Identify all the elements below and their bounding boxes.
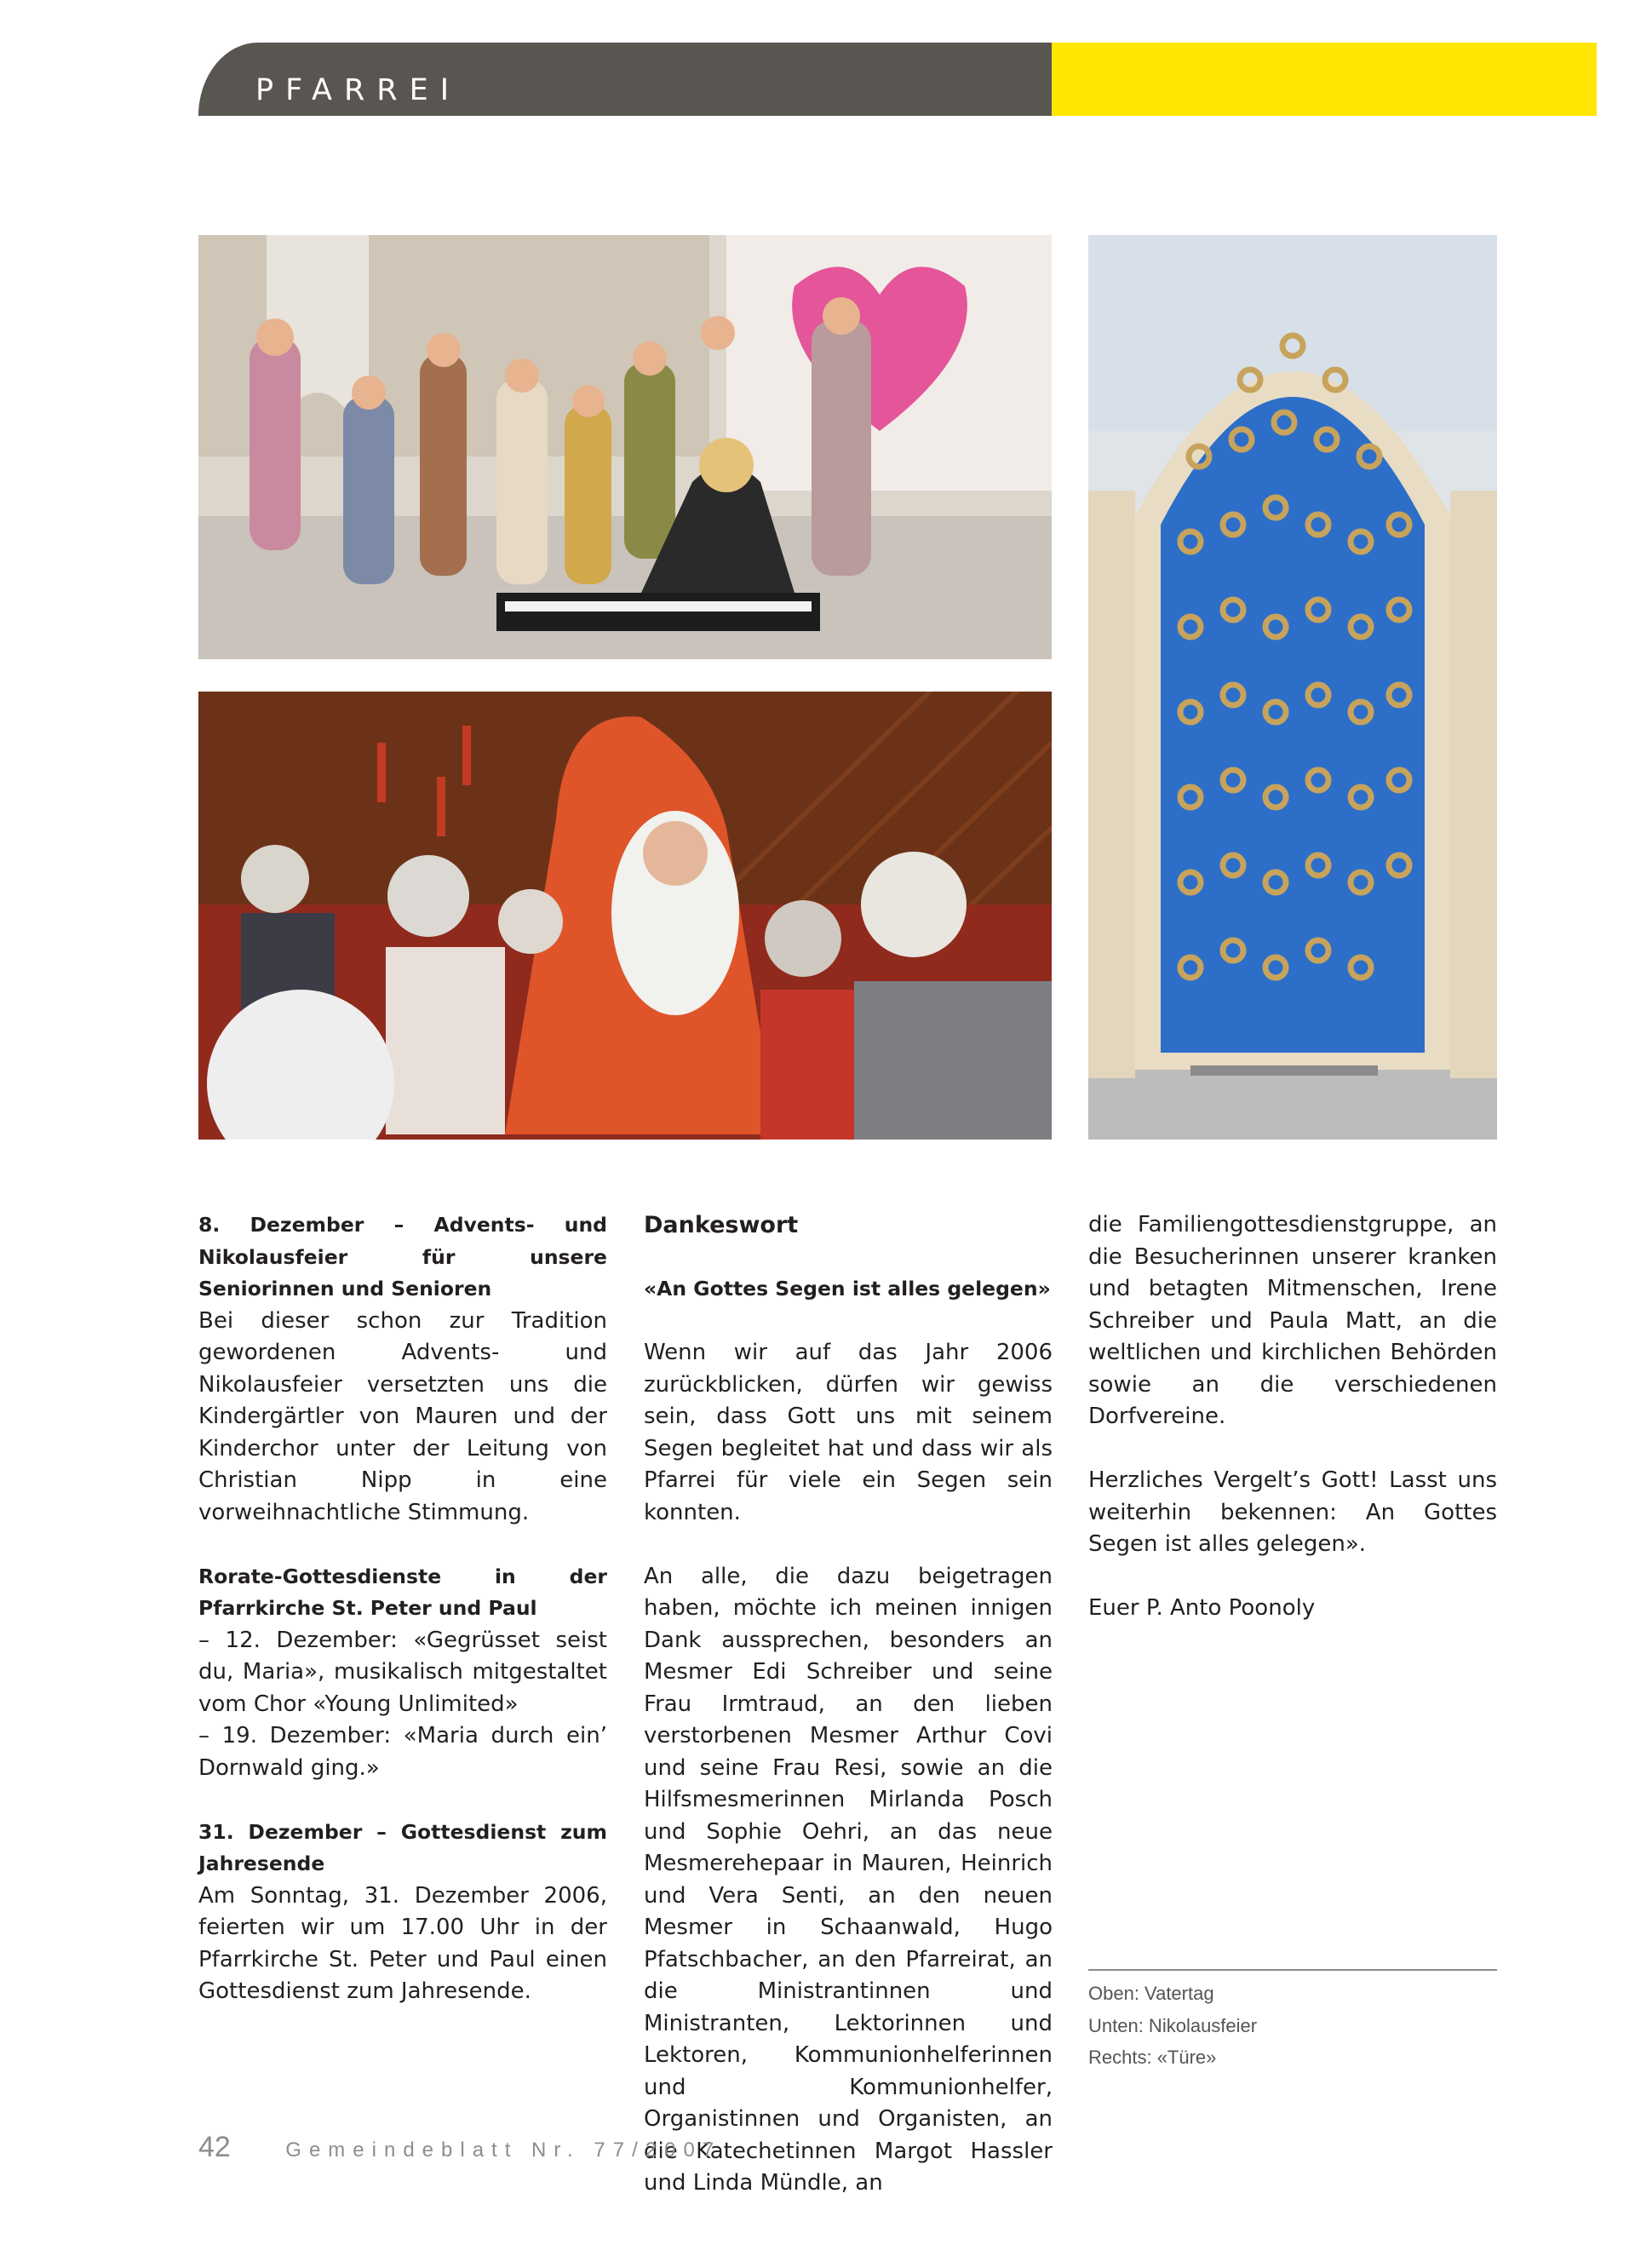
caption-divider <box>1088 1969 1497 1971</box>
caption-right: Rechts: «Türe» <box>1088 2047 1217 2068</box>
list-item-rorate-2: – 19. Dezember: «Maria durch ein’ Dornwald ging.» <box>198 1723 607 1781</box>
caption-bottom: Unten: Nikolausfeier <box>1088 2014 1258 2036</box>
paragraph-dank-fortsetzung: die Familiengottesdienstgruppe, an die Besucherinnen unserer kranken und betagten Mitmenschen, Irene Schreiber und Paula Matt, an die weltlichen und kirchlichen Behörden sowie an die verschiedenen Dorfvereine. <box>1088 1212 1497 1429</box>
page-number: 42 <box>198 2131 231 2163</box>
article-subtitle: «An Gottes Segen ist alles gelegen» <box>644 1277 1051 1301</box>
section-title: PFARREI <box>255 73 462 107</box>
paragraph-vergelts-gott: Herzliches Vergelt’s Gott! Lasst uns weiterhin bekennen: An Gottes Segen ist alles gelegen». <box>1088 1467 1497 1557</box>
caption-top: Oben: Vatertag <box>1088 1983 1214 2004</box>
paragraph-rueckblick: Wenn wir auf das Jahr 2006 zurückblicken, dürfen wir gewiss sein, dass Gott uns mit seinem Segen begleitet hat und dass wir als Pfarrei für viele ein Segen sein konnten. <box>644 1340 1053 1525</box>
photo-children-choir <box>198 235 1052 659</box>
text-column-2 <box>644 1209 1053 2200</box>
header-accent-bar <box>1052 43 1597 116</box>
signature: Euer P. Anto Poonoly <box>1088 1595 1316 1621</box>
heading-nikolausfeier: 8. Dezember – Advents- und Nikolausfeier für unsere Seniorinnen und Senioren <box>198 1213 607 1301</box>
text-column-3 <box>1088 1209 1497 1625</box>
text-column-1 <box>198 1209 607 2008</box>
paragraph-jahresende: Am Sonntag, 31. Dezember 2006, feierten wir um 17.00 Uhr in der Pfarrkirche St. Peter und Paul einen Gottesdienst zum Jahresende. <box>198 1882 607 2004</box>
magazine-issue: Gemeindeblatt Nr. 77/2007 <box>285 2139 722 2162</box>
photo-nikolausfeier <box>198 692 1052 1140</box>
paragraph-dank: An alle, die dazu beigetragen haben, möchte ich meinen innigen Dank aussprechen, besonders an Mesmer Edi Schreiber und seine Frau Irmtraud, an den lieben verstorbenen Mesmer Arthur Covi und seine Frau Resi, sowie an die Hilfsmesmerinnen Mirlanda Posch und Sophie Oehri, an das neue Mesmerehepaar in Mauren, Heinrich und Vera Senti, an den neuen Mesmer in Schaanwald, Hugo Pfatschbacher, an den Pfarreirat, an die Ministrantinnen und Ministranten, Lektorinnen und Lektoren, Kommunionhelferinnen und Kommunionhelfer, Organistinnen und Organisten, an die Katechetinnen Margot Hassler und Linda Mündle, an <box>644 1563 1053 2196</box>
list-item-rorate-1: – 12. Dezember: «Gegrüsset seist du, Maria», musikalisch mitgestaltet vom Chor «Young Unlimited» <box>198 1627 607 1717</box>
paragraph-nikolausfeier: Bei dieser schon zur Tradition gewordenen Advents- und Nikolausfeier versetzten uns die Kindergärtler von Mauren und der Kinderchor unter der Leitung von Christian Nipp in eine vorweihnachtliche Stimmung. <box>198 1307 607 1525</box>
photo-tuere <box>1088 235 1497 1140</box>
heading-rorate: Rorate-Gottesdienste in der Pfarrkirche St. Peter und Paul <box>198 1564 607 1620</box>
page-footer <box>198 2131 721 2164</box>
article-title: Dankeswort <box>644 1212 799 1238</box>
heading-jahresende: 31. Dezember – Gottesdienst zum Jahresende <box>198 1819 607 1875</box>
image-captions <box>1088 1978 1497 2074</box>
